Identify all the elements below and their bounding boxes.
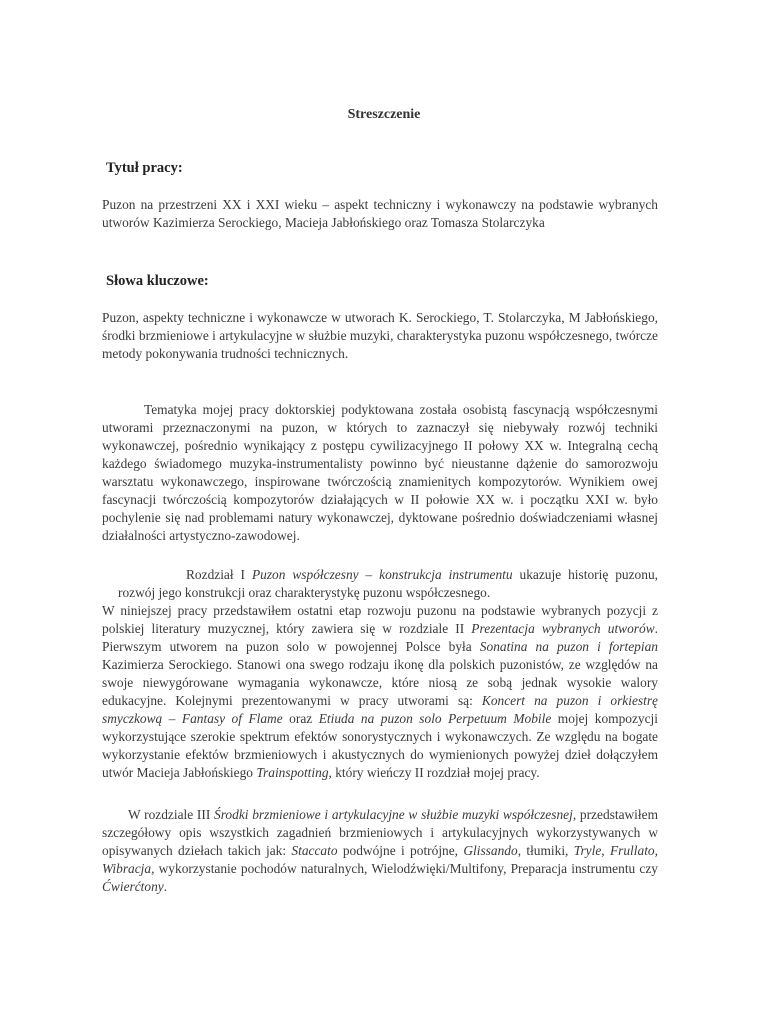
- ch1-text: Rozdział I: [186, 567, 252, 582]
- ch3-term: Ćwierćtony: [102, 879, 164, 894]
- ch3-text: W rozdziale III: [128, 807, 215, 822]
- ch2-work-title: Trainspotting: [256, 765, 329, 780]
- ch3-term: Frullato: [609, 843, 655, 858]
- ch3-text: , wykorzystanie pochodów naturalnych, Wielodźwięki/Multifony, Preparacja instrumentu czy: [151, 861, 658, 876]
- ch3-text: , tłumiki,: [517, 843, 574, 858]
- ch3-term: Staccato: [291, 843, 338, 858]
- chapter-3-paragraph: [102, 806, 658, 896]
- ch3-chapter-title: Środki brzmieniowe i artykulacyjne w służbie muzyki współczesnej: [214, 807, 573, 822]
- intro-paragraph: Tematyka mojej pracy doktorskiej podyktowana została osobistą fascynacją współczesnymi utworami przeznaczonymi na puzon, w których to zaznaczył się niebywały rozwój techniki wykonawczej, pośrednio wynikający z postępu cywilizacyjnego II połowy XX w. Integralną cechą każdego świadomego muzyka-instrumentalisty powinno być nieustanne dążenie do samorozwoju warsztatu wykonawczego, inspirowane twórczością znamienitych kompozytorów. Wynikiem owej fascynacji twórczością kompozytorów działających w II połowie XX w. i początku XXI w. było pochylenie się nad problemami natury wykonawczej, dyktowane pośrednio doświadczeniami własnej działalności artystyczno-zawodowej.: [102, 402, 658, 543]
- ch2-text: . Pierwszym utworem na puzon solo w powojennej Polsce była: [102, 621, 658, 654]
- ch3-term: Tryle: [573, 843, 602, 858]
- ch2-text: Kazimierza Serockiego. Stanowi ona swego rodzaju ikonę dla polskich puzonistów, ze względów na swoje niewygórowane wymagania wykonawcze, które niosą ze sobą jednak wysokie walory edukacyjne. Kolejnymi prezentowanymi w pracy utworami są:: [102, 657, 658, 708]
- keywords-paragraph: Puzon, aspekty techniczne i wykonawcze w utworach K. Serockiego, T. Stolarczyka, M Jabłońskiego, środki brzmieniowe i artykulacyjne w służbie muzyki, charakterystyka puzonu współczesnego, twórcze metody pokonywania trudności technicznych.: [102, 310, 658, 361]
- ch3-text: ,: [654, 843, 658, 858]
- keywords-heading: Słowa kluczowe:: [106, 273, 209, 289]
- title-heading: Tytuł pracy:: [106, 160, 183, 176]
- ch1-title: Puzon współczesny – konstrukcja instrumentu: [251, 567, 513, 582]
- chapter-2-paragraph: [102, 602, 658, 782]
- ch2-work-title: Koncert na puzon i orkiestrę smyczkową – Fantasy of Flame: [102, 693, 658, 726]
- ch2-work-title: Etiuda na puzon solo Perpetuum Mobile: [318, 711, 552, 726]
- ch2-text: mojej kompozycji wykorzystujące szerokie spektrum efektów sonorystycznych i wykonawczych. Ze względu na bogate wykorzystanie efektów brzmieniowych i akustycznych do wymienionych powyżej dzieł dołączyłem utwór Macieja Jabłońskiego: [102, 711, 658, 780]
- chapter-1-paragraph: [118, 566, 658, 602]
- ch3-text: podwójne i potrójne,: [337, 843, 464, 858]
- ch2-text: , który wieńczy II rozdział mojej pracy.: [328, 765, 540, 780]
- document-title: Streszczenie: [347, 107, 421, 122]
- ch2-text: oraz: [282, 711, 319, 726]
- ch3-term: Glissando: [463, 843, 518, 858]
- work-title-paragraph: Puzon na przestrzeni XX i XXI wieku – aspekt techniczny i wykonawczy na podstawie wybranych utworów Kazimierza Serockiego, Macieja Jabłońskiego oraz Tomasza Stolarczyka: [102, 197, 658, 230]
- ch2-work-title: Sonatina na puzon i fortepian: [479, 639, 658, 654]
- ch3-text: , przedstawiłem szczegółowy opis wszystkich zagadnień brzmieniowych i artykulacyjnych wykorzystywanych w opisywanych dziełach takich jak:: [102, 807, 658, 858]
- ch3-text: ,: [601, 843, 610, 858]
- ch3-term: Wibracja: [102, 861, 152, 876]
- ch3-text: .: [163, 879, 168, 894]
- ch1-text: ukazuje historię puzonu, rozwój jego konstrukcji oraz charakterystykę puzonu współczesnego.: [118, 567, 658, 600]
- ch2-work-title: Prezentacja wybranych utworów: [471, 621, 655, 636]
- ch2-text: W niniejszej pracy przedstawiłem ostatni etap rozwoju puzonu na podstawie wybranych pozycji z polskiej literatury muzycznej, który zawiera się w rozdziale II: [102, 603, 658, 636]
